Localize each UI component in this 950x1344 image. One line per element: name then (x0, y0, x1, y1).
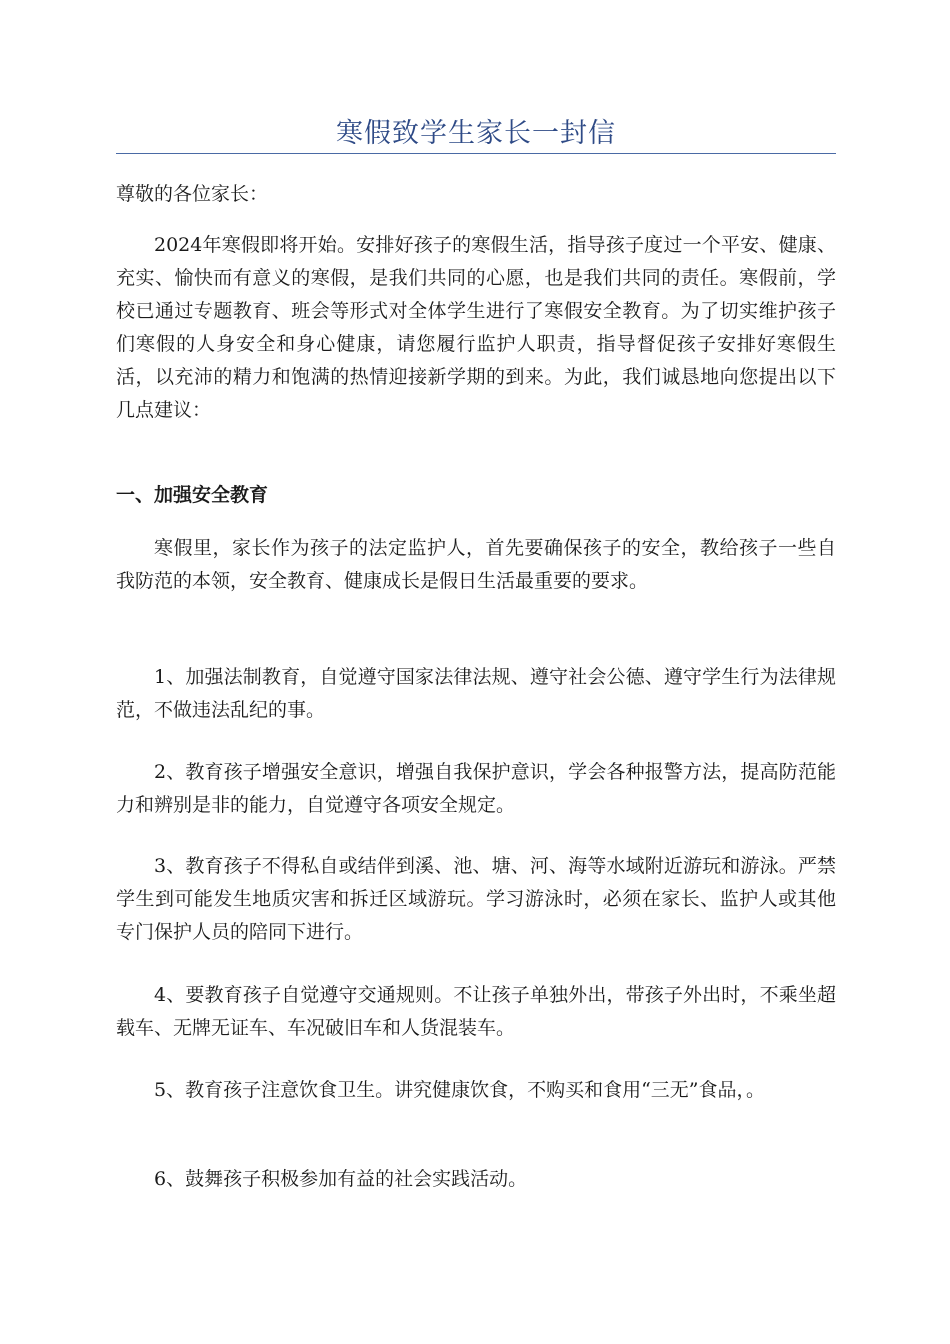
list-item: 6、鼓舞孩子积极参加有益的社会实践活动。 (154, 1168, 528, 1190)
list-item: 5、教育孩子注意饮食卫生。讲究健康饮食，不购买和食用“三无”食品，。 (154, 1079, 766, 1101)
list-item: 3、教育孩子不得私自或结伴到溪、池、塘、河、海等水域附近游玩和游泳。严禁学生到可能发生地质灾害和拆迁区域游玩。学习游泳时，必须在家长、监护人或其他专门保护人员的陪同下进行。 (116, 855, 836, 943)
title-underline (116, 153, 836, 154)
salutation: 尊敬的各位家长： (116, 183, 269, 205)
list-item: 2、教育孩子增强安全意识，增强自我保护意识，学会各种报警方法，提高防范能力和辨别是非的能力，自觉遵守各项安全规定。 (116, 761, 836, 816)
list-item: 1、加强法制教育，自觉遵守国家法律法规、遵守社会公德、遵守学生行为法律规范，不做违法乱纪的事。 (116, 666, 836, 721)
intro-paragraph: 2024年寒假即将开始。安排好孩子的寒假生活，指导孩子度过一个平安、健康、充实、愉快而有意义的寒假，是我们共同的心愿，也是我们共同的责任。寒假前，学校已通过专题教育、班会等形式对全体学生进行了寒假安全教育。为了切实维护孩子们寒假的人身安全和身心健康，请您履行监护人职责，指导督促孩子安排好寒假生活，以充沛的精力和饱满的热情迎接新学期的到来。为此，我们诚恳地向您提出以下几点建议： (116, 234, 836, 421)
list-item: 4、要教育孩子自觉遵守交通规则。不让孩子单独外出，带孩子外出时，不乘坐超载车、无牌无证车、车况破旧车和人货混装车。 (116, 984, 836, 1039)
document-title: 寒假致学生家长一封信 (336, 118, 616, 149)
section-heading: 一、加强安全教育 (116, 484, 269, 506)
section-lead-paragraph: 寒假里，家长作为孩子的法定监护人，首先要确保孩子的安全，教给孩子一些自我防范的本领，安全教育、健康成长是假日生活最重要的要求。 (116, 537, 836, 592)
